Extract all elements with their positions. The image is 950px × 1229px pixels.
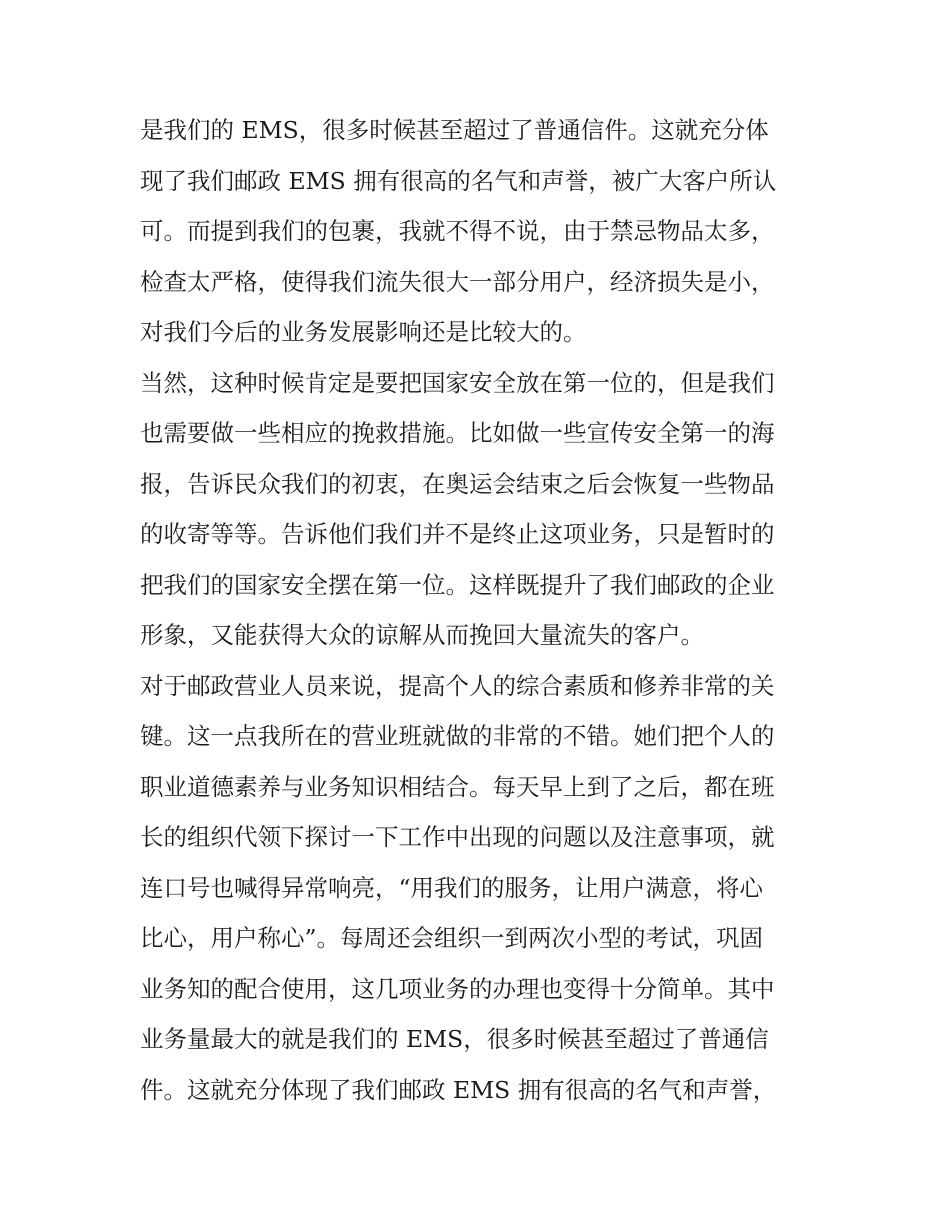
text-line: 键。这一点我所在的营业班就做的非常的不错。她们把个人的 [140, 722, 775, 750]
text-line: 是我们的 EMS，很多时候甚至超过了普通信件。这就充分体 [140, 116, 769, 144]
text-line: 职业道德素养与业务知识相结合。每天早上到了之后，都在班 [140, 772, 775, 801]
text-line: 业务知的配合使用，这几项业务的办理也变得十分简单。其中 [140, 974, 775, 1003]
text-line: 长的组织代领下探讨一下工作中出现的问题以及注意事项，就 [140, 823, 775, 851]
text-line: 也需要做一些相应的挽救措施。比如做一些宣传安全第一的海 [140, 419, 775, 447]
text-line: 检查太严格，使得我们流失很大一部分用户，经济损失是小， [140, 267, 775, 296]
text-line: 报，告诉民众我们的初衷，在奥运会结束之后会恢复一些物品 [140, 469, 775, 498]
text-line: 可。而提到我们的包裹，我就不得不说，由于禁忌物品太多， [140, 217, 775, 245]
text-line: 的收寄等等。告诉他们我们并不是终止这项业务，只是暂时的 [140, 520, 775, 548]
text-line: 连口号也喊得异常响亮，“用我们的服务，让用户满意，将心 [140, 873, 764, 902]
body-text [140, 108, 820, 1118]
text-line: 形象，又能获得大众的谅解从而挽回大量流失的客户。 [140, 621, 704, 649]
text-line: 对于邮政营业人员来说，提高个人的综合素质和修养非常的关 [140, 671, 775, 700]
text-line: 把我们的国家安全摆在第一位。这样既提升了我们邮政的企业 [140, 570, 775, 599]
text-line: 当然，这种时候肯定是要把国家安全放在第一位的，但是我们 [140, 368, 775, 397]
text-line: 对我们今后的业务发展影响还是比较大的。 [140, 318, 587, 346]
text-line: 现了我们邮政 EMS 拥有很高的名气和声誉，被广大客户所认 [140, 166, 777, 195]
text-line: 业务量最大的就是我们的 EMS，很多时候甚至超过了普通信 [140, 1025, 769, 1053]
text-line: 件。这就充分体现了我们邮政 EMS 拥有很高的名气和声誉， [140, 1075, 777, 1104]
text-line: 比心，用户称心”。每周还会组织一到两次小型的考试，巩固 [140, 924, 764, 952]
